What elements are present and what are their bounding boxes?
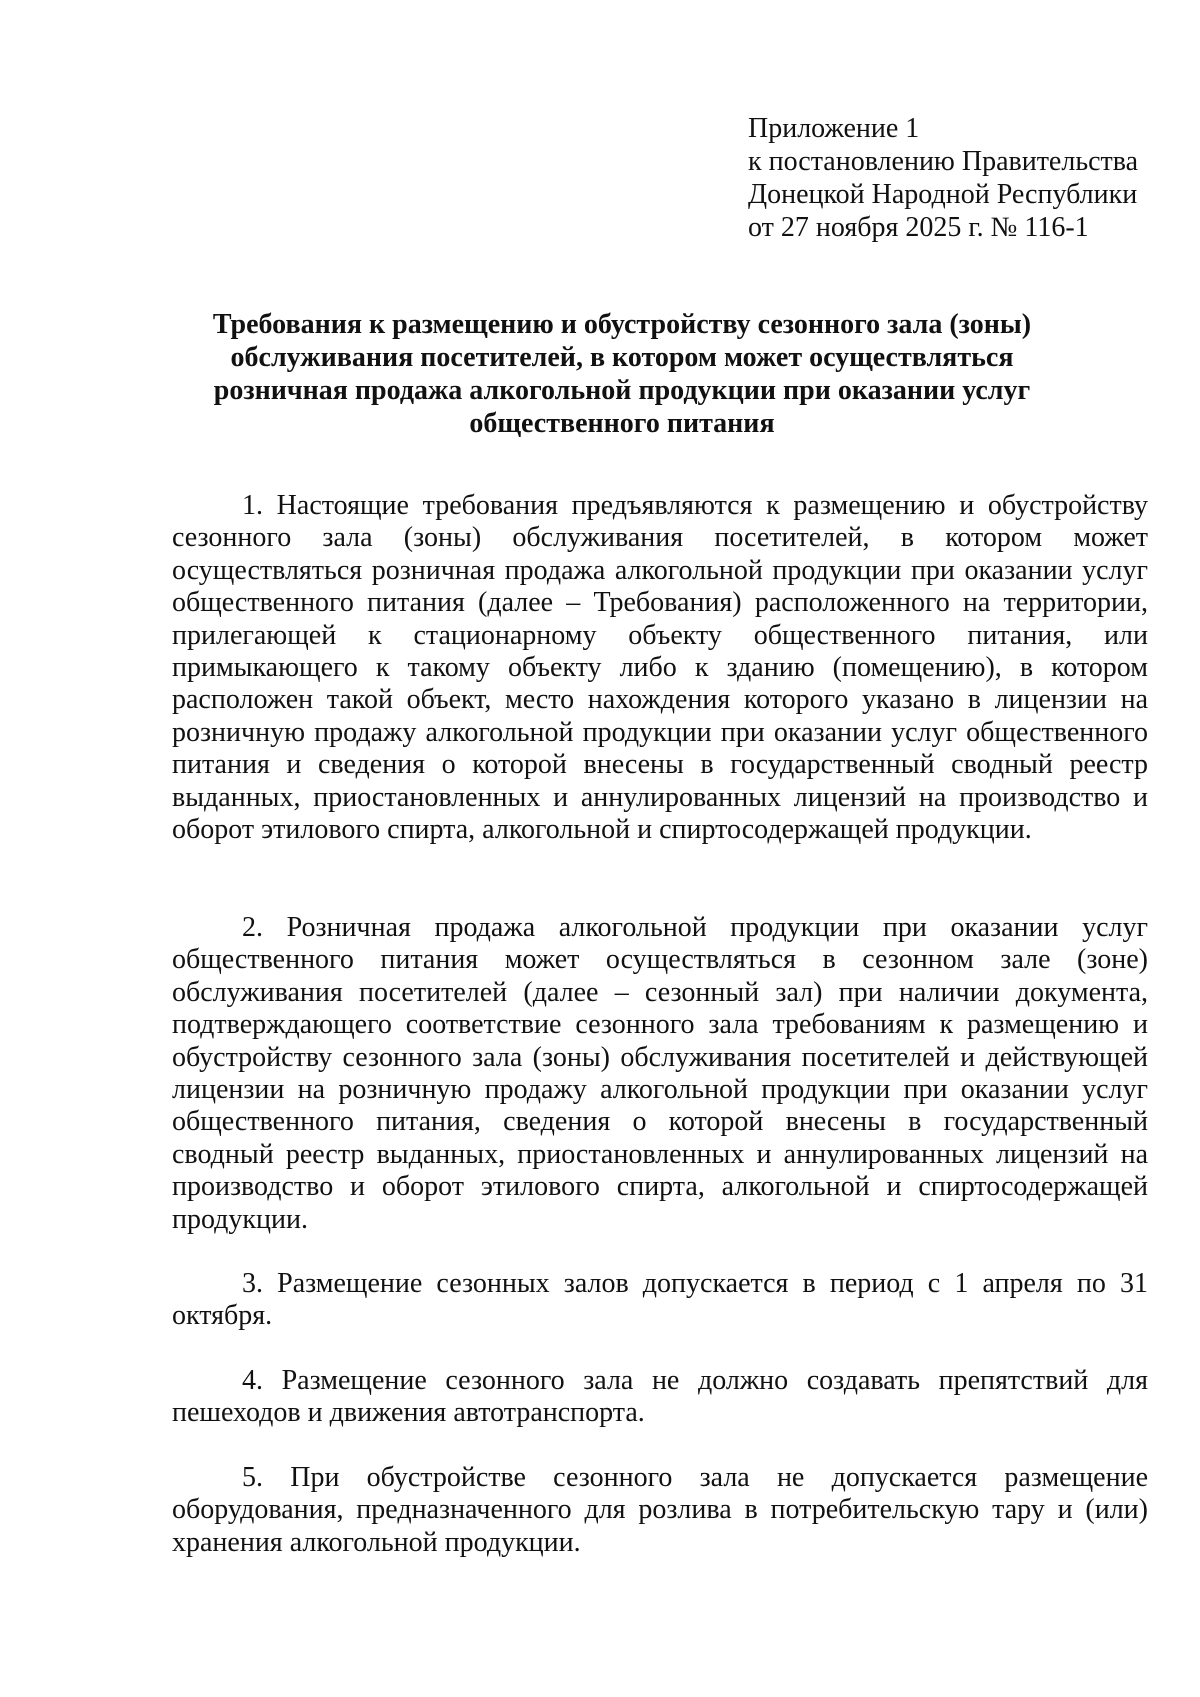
appendix-number: Приложение 1 bbox=[748, 113, 920, 144]
appendix-header bbox=[748, 112, 1168, 244]
title-line-4: общественного питания bbox=[469, 408, 775, 439]
paragraph-1: 1. Настоящие требования предъявляются к размещению и обустройству сезонного зала (зоны) обслуживания посетителей, в котором может осуществляться розничная продажа алкогольной продукции при оказании услуг общественного питания (далее – Требования) расположенного на территории, прилегающей к стационарному объекту общественного питания, или примыкающего к такому объекту либо к зданию (помещению), в котором расположен такой объект, место нахождения которого указано в лицензии на розничную продажу алкогольной продукции при оказании услуг общественного питания и сведения о которой внесены в государственный сводный реестр выданных, приостановленных и аннулированных лицензий на производство и оборот этилового спирта, алкогольной и спиртосодержащей продукции. bbox=[172, 490, 1148, 846]
document-title bbox=[172, 308, 1072, 440]
title-line-2: обслуживания посетителей, в котором может осуществляться bbox=[230, 342, 1014, 373]
paragraph-3: 3. Размещение сезонных залов допускается в период с 1 апреля по 31 октября. bbox=[172, 1268, 1148, 1332]
title-line-1: Требования к размещению и обустройству сезонного зала (зоны) bbox=[212, 309, 1032, 340]
paragraph-5: 5. При обустройстве сезонного зала не допускается размещение оборудования, предназначенного для розлива в потребительскую тару и (или) хранения алкогольной продукции. bbox=[172, 1462, 1148, 1558]
appendix-republic: Донецкой Народной Республики bbox=[748, 179, 1138, 210]
paragraph-2: 2. Розничная продажа алкогольной продукции при оказании услуг общественного питания может осуществляться в сезонном зале (зоне) обслуживания посетителей (далее – сезонный зал) при наличии документа, подтверждающего соответствие сезонного зала требованиям к размещению и обустройству сезонного зала (зоны) обслуживания посетителей и действующей лицензии на розничную продажу алкогольной продукции при оказании услуг общественного питания, сведения о которой внесены в государственный сводный реестр выданных, приостановленных и аннулированных лицензий на производство и оборот этилового спирта, алкогольной и спиртосодержащей продукции. bbox=[172, 912, 1148, 1235]
appendix-date: от 27 ноября 2025 г. № 116-1 bbox=[748, 212, 1089, 243]
paragraph-4: 4. Размещение сезонного зала не должно создавать препятствий для пешеходов и движения автотранспорта. bbox=[172, 1365, 1148, 1429]
title-line-3: розничная продажа алкогольной продукции при оказании услуг bbox=[213, 375, 1031, 406]
appendix-resolution: к постановлению Правительства bbox=[748, 146, 1139, 177]
